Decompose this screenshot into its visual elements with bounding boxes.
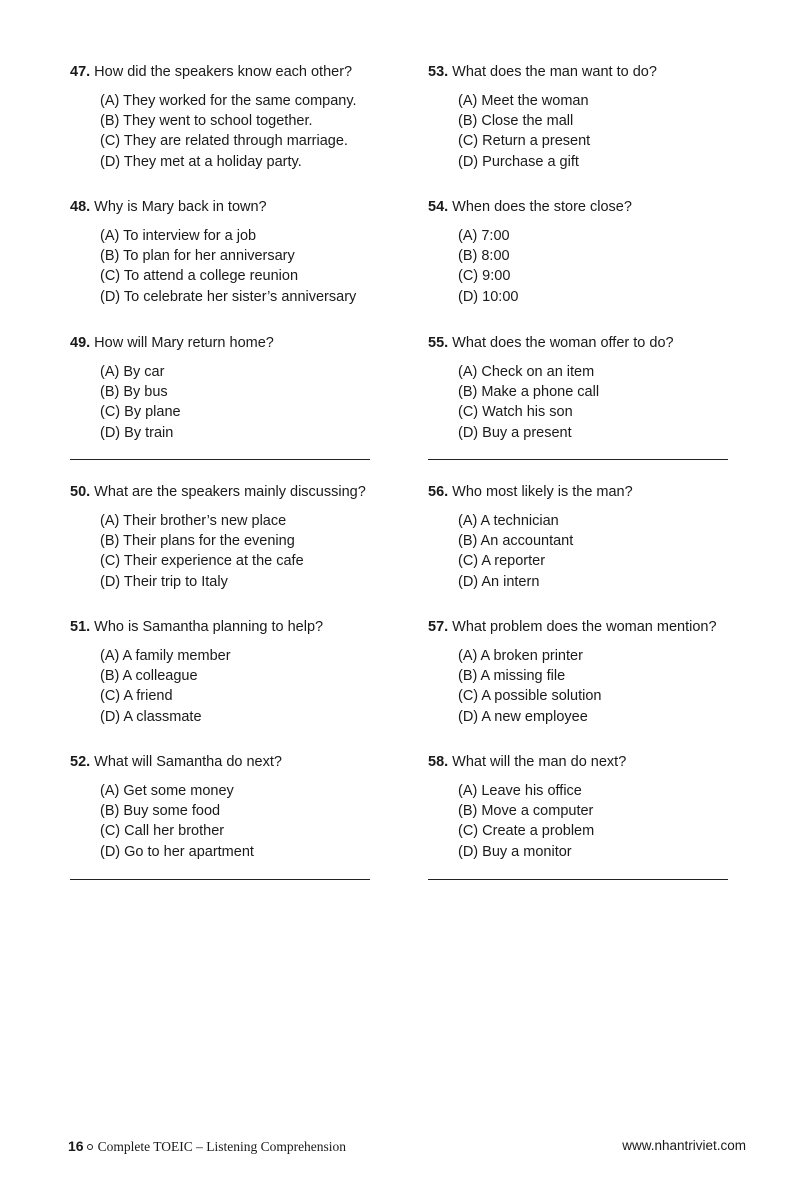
question-number: 48. [70,199,91,215]
option-a: (A) A technician [458,513,559,529]
question-57 [428,617,748,727]
option-d: (D) Their trip to Italy [100,573,228,590]
question-number: 56. [428,484,449,500]
option-list [428,781,748,862]
option-list [428,226,748,307]
question-number: 54. [428,199,449,215]
footer-website: www.nhantriviet.com [622,1138,746,1153]
option-d: (D) By train [100,424,174,441]
question-number: 52. [70,754,91,770]
option-b: (B) A missing file [458,668,566,685]
footer-book-info [68,1138,346,1155]
option-list [428,646,748,727]
option-a: (A) They worked for the same company. [100,93,357,109]
option-b: (B) By bus [100,384,168,401]
question-title [70,333,390,353]
question-text: How will Mary return home? [94,335,274,351]
question-title [428,197,748,217]
question-50 [70,482,390,592]
option-d: (D) Purchase a gift [458,153,579,170]
question-text: Who most likely is the man? [452,484,633,500]
bullet-icon [87,1144,93,1150]
question-text: What will the man do next? [452,754,627,770]
question-title [70,62,390,82]
question-text: Why is Mary back in town? [94,199,267,215]
option-c: (C) To attend a college reunion [100,268,299,285]
option-c: (C) By plane [100,404,181,421]
option-list [70,781,390,862]
question-title [428,752,748,772]
question-title [70,752,390,772]
question-number: 53. [428,64,449,80]
question-number: 50. [70,484,91,500]
question-number: 57. [428,619,449,635]
option-d: (D) Buy a present [458,424,572,441]
page-number: 16 [68,1138,84,1154]
option-a: (A) Meet the woman [458,93,589,109]
question-text: Who is Samantha planning to help? [94,619,324,635]
option-list [428,511,748,592]
question-text: What are the speakers mainly discussing? [94,484,366,500]
question-text: When does the store close? [452,199,632,215]
option-list [428,362,748,443]
option-c: (C) 9:00 [458,268,511,285]
option-list [70,362,390,443]
option-c: (C) Their experience at the cafe [100,553,304,570]
option-b: (B) A colleague [100,668,198,685]
question-49 [70,333,390,443]
question-54 [428,197,748,307]
question-title [428,617,748,637]
section-divider [428,879,728,880]
question-48 [70,197,390,307]
option-c: (C) Return a present [458,133,591,150]
question-number: 51. [70,619,91,635]
question-text: What problem does the woman mention? [452,619,717,635]
option-d: (D) 10:00 [458,288,519,305]
option-d: (D) A new employee [458,708,588,725]
question-title [428,482,748,502]
option-b: (B) Close the mall [458,113,574,130]
option-b: (B) Their plans for the evening [100,533,295,550]
question-number: 47. [70,64,91,80]
option-a: (A) By car [100,364,165,380]
option-b: (B) Make a phone call [458,384,600,401]
option-d: (D) They met at a holiday party. [100,153,302,170]
option-c: (C) Watch his son [458,404,573,421]
question-number: 58. [428,754,449,770]
question-title [428,62,748,82]
option-d: (D) Go to her apartment [100,843,254,860]
question-title [70,197,390,217]
option-b: (B) Buy some food [100,803,221,820]
option-b: (B) They went to school together. [100,113,313,130]
option-list [70,646,390,727]
question-51 [70,617,390,727]
option-d: (D) An intern [458,573,540,590]
section-divider [70,879,370,880]
option-a: (A) To interview for a job [100,228,257,244]
option-a: (A) Check on an item [458,364,595,380]
question-text: What does the man want to do? [452,64,657,80]
option-list [70,226,390,307]
question-58 [428,752,748,862]
option-b: (B) Move a computer [458,803,594,820]
question-text: What will Samantha do next? [94,754,282,770]
option-c: (C) A friend [100,688,173,705]
section-divider [70,459,370,460]
option-c: (C) They are related through marriage. [100,133,348,150]
option-a: (A) A family member [100,648,231,664]
question-title [428,333,748,353]
section-divider [428,459,728,460]
question-number: 49. [70,335,91,351]
option-d: (D) A classmate [100,708,202,725]
option-b: (B) 8:00 [458,248,510,265]
question-52 [70,752,390,862]
option-d: (D) Buy a monitor [458,843,572,860]
option-a: (A) 7:00 [458,228,510,244]
option-a: (A) Leave his office [458,783,582,799]
question-53 [428,62,748,172]
option-list [70,511,390,592]
question-text: How did the speakers know each other? [94,64,353,80]
option-c: (C) A possible solution [458,688,602,705]
question-title [70,482,390,502]
option-c: (C) Call her brother [100,823,225,840]
question-title [70,617,390,637]
option-b: (B) An accountant [458,533,574,550]
option-a: (A) Their brother’s new place [100,513,287,529]
question-47 [70,62,390,172]
option-d: (D) To celebrate her sister’s anniversary [100,288,357,305]
question-56 [428,482,748,592]
question-text: What does the woman offer to do? [452,335,674,351]
book-title: Complete TOEIC – Listening Comprehension [97,1139,347,1154]
option-a: (A) A broken printer [458,648,583,664]
option-b: (B) To plan for her anniversary [100,248,295,265]
question-number: 55. [428,335,449,351]
option-a: (A) Get some money [100,783,234,799]
option-c: (C) Create a problem [458,823,595,840]
question-55 [428,333,748,443]
option-list [70,91,390,172]
option-list [428,91,748,172]
option-c: (C) A reporter [458,553,546,570]
